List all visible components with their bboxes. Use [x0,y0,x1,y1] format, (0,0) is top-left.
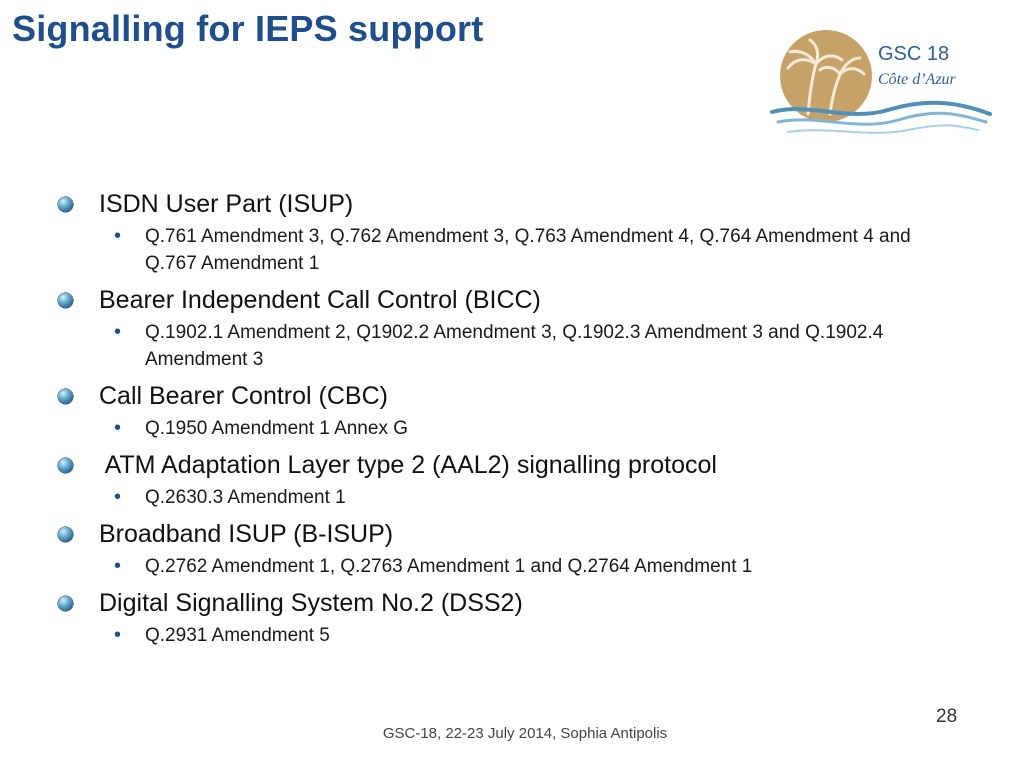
item-label: Bearer Independent Call Control (BICC) [99,285,541,314]
slide-title: Signalling for IEPS support [12,8,484,49]
slide-footer: GSC-18, 22-23 July 2014, Sophia Antipolis [382,725,668,742]
item-detail: Q.2931 Amendment 5 [145,625,330,646]
bullet-list [58,187,958,655]
gsc18-logo [768,22,994,140]
list-item [58,283,958,373]
item-label: ISDN User Part (ISUP) [99,189,354,218]
sphere-bullet-icon [58,596,73,611]
sphere-bullet-icon [58,293,73,308]
list-item [58,187,958,277]
bullet-dot-icon: • [114,624,122,646]
sphere-bullet-icon [58,527,73,542]
item-label: Broadband ISUP (B-ISUP) [99,519,394,548]
bullet-dot-icon: • [114,321,122,343]
sphere-bullet-icon [58,458,73,473]
logo-line2: Côte d’Azur [878,71,956,88]
list-item [58,379,958,442]
item-detail: Q.1950 Amendment 1 Annex G [145,418,409,439]
sphere-bullet-icon [58,197,73,212]
sphere-bullet-icon [58,389,73,404]
list-item [58,586,958,649]
logo-line1: GSC 18 [878,43,950,65]
item-detail: Q.2762 Amendment 1, Q.2763 Amendment 1 and Q.2764 Amendment 1 [145,556,753,577]
bullet-dot-icon: • [114,486,122,508]
item-detail: Q.761 Amendment 3, Q.762 Amendment 3, Q.763 Amendment 4, Q.764 Amendment 4 and Q.767 Amendment 1 [145,226,911,274]
bullet-dot-icon: • [114,555,122,577]
slide-number: 28 [936,706,958,727]
list-item [58,448,958,511]
item-detail: Q.2630.3 Amendment 1 [145,487,346,508]
item-detail: Q.1902.1 Amendment 2, Q1902.2 Amendment 3, Q.1902.3 Amendment 3 and Q.1902.4 Amendment 3 [145,322,884,370]
list-item [58,517,958,580]
bullet-dot-icon: • [114,417,122,439]
bullet-dot-icon: • [114,225,122,247]
item-label: Call Bearer Control (CBC) [99,381,388,410]
item-label: Digital Signalling System No.2 (DSS2) [99,588,523,617]
item-label: ATM Adaptation Layer type 2 (AAL2) signalling protocol [99,450,717,479]
